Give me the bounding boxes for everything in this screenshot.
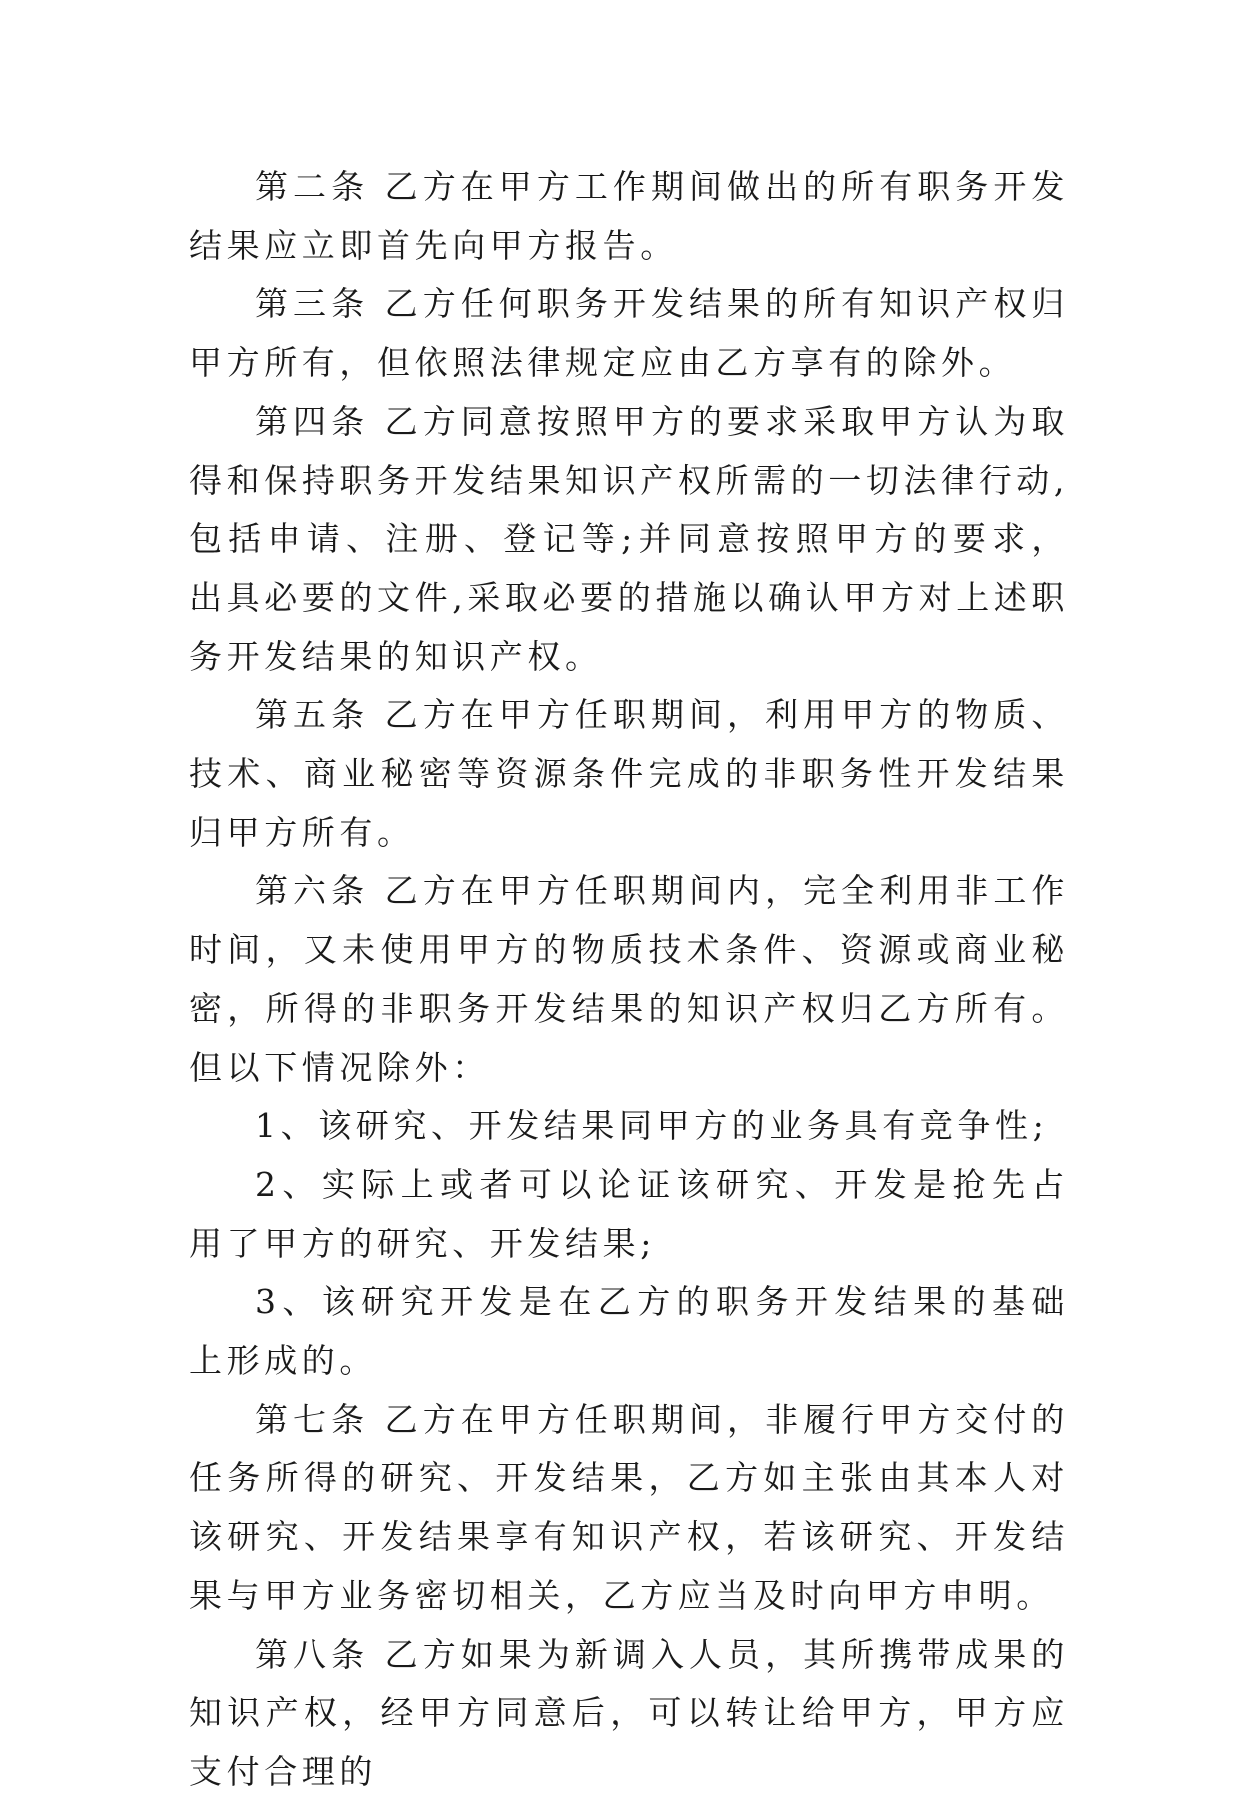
article-7-paragraph: 第七条 乙方在甲方任职期间，非履行甲方交付的任务所得的研究、开发结果，乙方如主张由其本人对该研究、开发结果享有知识产权，若该研究、开发结果与甲方业务密切相关，乙方应当及时向甲方申明。	[189, 1399, 1069, 1615]
exception-item-2: 2、实际上或者可以论证该研究、开发是抢先占用了甲方的研究、开发结果;	[189, 1164, 1069, 1263]
article-3-paragraph: 第三条 乙方任何职务开发结果的所有知识产权归甲方所有，但依照法律规定应由乙方享有的除外。	[189, 284, 1069, 383]
article-4-paragraph: 第四条 乙方同意按照甲方的要求采取甲方认为取得和保持职务开发结果知识产权所需的一切法律行动,包括申请、注册、登记等;并同意按照甲方的要求，出具必要的文件,采取必要的措施以确认甲方对上述职务开发结果的知识产权。	[189, 401, 1069, 676]
article-2-paragraph: 第二条 乙方在甲方工作期间做出的所有职务开发结果应立即首先向甲方报告。	[189, 167, 1069, 265]
exception-item-3: 3、该研究开发是在乙方的职务开发结果的基础上形成的。	[189, 1282, 1069, 1381]
article-8-paragraph: 第八条 乙方如果为新调入人员，其所携带成果的知识产权，经甲方同意后，可以转让给甲方，甲方应支付合理的	[189, 1634, 1069, 1791]
article-5-paragraph: 第五条 乙方在甲方任职期间，利用甲方的物质、技术、商业秘密等资源条件完成的非职务性开发结果归甲方所有。	[189, 695, 1069, 852]
article-6-paragraph: 第六条 乙方在甲方任职期间内，完全利用非工作时间，又未使用甲方的物质技术条件、资源或商业秘密，所得的非职务开发结果的知识产权归乙方所有。但以下情况除外：	[189, 871, 1069, 1087]
exception-item-1: 1、该研究、开发结果同甲方的业务具有竞争性;	[255, 1106, 1049, 1146]
document-body	[189, 158, 1069, 1802]
